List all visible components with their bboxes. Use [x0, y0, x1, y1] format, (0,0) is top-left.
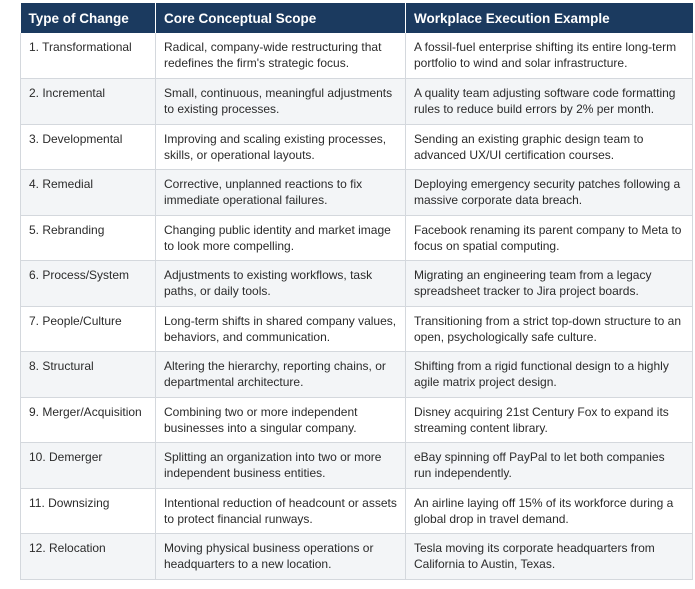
cell-example: Tesla moving its corporate headquarters from California to Austin, Texas. [406, 534, 693, 580]
header-type-of-change: Type of Change [21, 3, 156, 33]
table-row [21, 124, 693, 170]
table-row [21, 170, 693, 216]
cell-example: Disney acquiring 21st Century Fox to expand its streaming content library. [406, 397, 693, 443]
cell-example: A quality team adjusting software code formatting rules to reduce build errors by 2% per month. [406, 79, 693, 125]
cell-scope: Improving and scaling existing processes, skills, or operational layouts. [156, 124, 406, 170]
cell-type: 6. Process/System [21, 261, 156, 307]
change-types-table-container [20, 3, 692, 580]
header-workplace-execution-example: Workplace Execution Example [406, 3, 693, 33]
table-row [21, 261, 693, 307]
cell-scope: Moving physical business operations or headquarters to a new location. [156, 534, 406, 580]
table-row [21, 33, 693, 79]
cell-type: 8. Structural [21, 352, 156, 398]
cell-example: A fossil-fuel enterprise shifting its entire long-term portfolio to wind and solar infrastructure. [406, 33, 693, 79]
table-body [21, 33, 693, 579]
cell-example: Transitioning from a strict top-down structure to an open, psychologically safe culture. [406, 306, 693, 352]
cell-type: 5. Rebranding [21, 215, 156, 261]
table-header [21, 3, 693, 33]
cell-scope: Corrective, unplanned reactions to fix immediate operational failures. [156, 170, 406, 216]
change-types-table [20, 3, 693, 580]
cell-type: 11. Downsizing [21, 488, 156, 534]
cell-example: Shifting from a rigid functional design to a highly agile matrix project design. [406, 352, 693, 398]
cell-example: Migrating an engineering team from a legacy spreadsheet tracker to Jira project boards. [406, 261, 693, 307]
cell-scope: Changing public identity and market image to look more compelling. [156, 215, 406, 261]
cell-example: Sending an existing graphic design team to advanced UX/UI certification courses. [406, 124, 693, 170]
cell-type: 4. Remedial [21, 170, 156, 216]
cell-scope: Long-term shifts in shared company values, behaviors, and communication. [156, 306, 406, 352]
table-row [21, 443, 693, 489]
cell-example: An airline laying off 15% of its workforce during a global drop in travel demand. [406, 488, 693, 534]
cell-scope: Splitting an organization into two or more independent business entities. [156, 443, 406, 489]
cell-example: eBay spinning off PayPal to let both companies run independently. [406, 443, 693, 489]
cell-type: 1. Transformational [21, 33, 156, 79]
cell-scope: Altering the hierarchy, reporting chains, or departmental architecture. [156, 352, 406, 398]
cell-example: Deploying emergency security patches following a massive corporate data breach. [406, 170, 693, 216]
cell-scope: Adjustments to existing workflows, task paths, or daily tools. [156, 261, 406, 307]
table-row [21, 488, 693, 534]
cell-type: 2. Incremental [21, 79, 156, 125]
cell-example: Facebook renaming its parent company to Meta to focus on spatial computing. [406, 215, 693, 261]
table-row [21, 215, 693, 261]
header-core-conceptual-scope: Core Conceptual Scope [156, 3, 406, 33]
table-row [21, 79, 693, 125]
cell-scope: Radical, company-wide restructuring that redefines the firm's strategic focus. [156, 33, 406, 79]
table-row [21, 534, 693, 580]
cell-scope: Combining two or more independent businesses into a singular company. [156, 397, 406, 443]
cell-type: 7. People/Culture [21, 306, 156, 352]
table-row [21, 306, 693, 352]
cell-type: 3. Developmental [21, 124, 156, 170]
cell-type: 12. Relocation [21, 534, 156, 580]
cell-scope: Small, continuous, meaningful adjustments to existing processes. [156, 79, 406, 125]
table-row [21, 352, 693, 398]
cell-type: 10. Demerger [21, 443, 156, 489]
table-row [21, 397, 693, 443]
cell-scope: Intentional reduction of headcount or assets to protect financial runways. [156, 488, 406, 534]
header-row [21, 3, 693, 33]
cell-type: 9. Merger/Acquisition [21, 397, 156, 443]
